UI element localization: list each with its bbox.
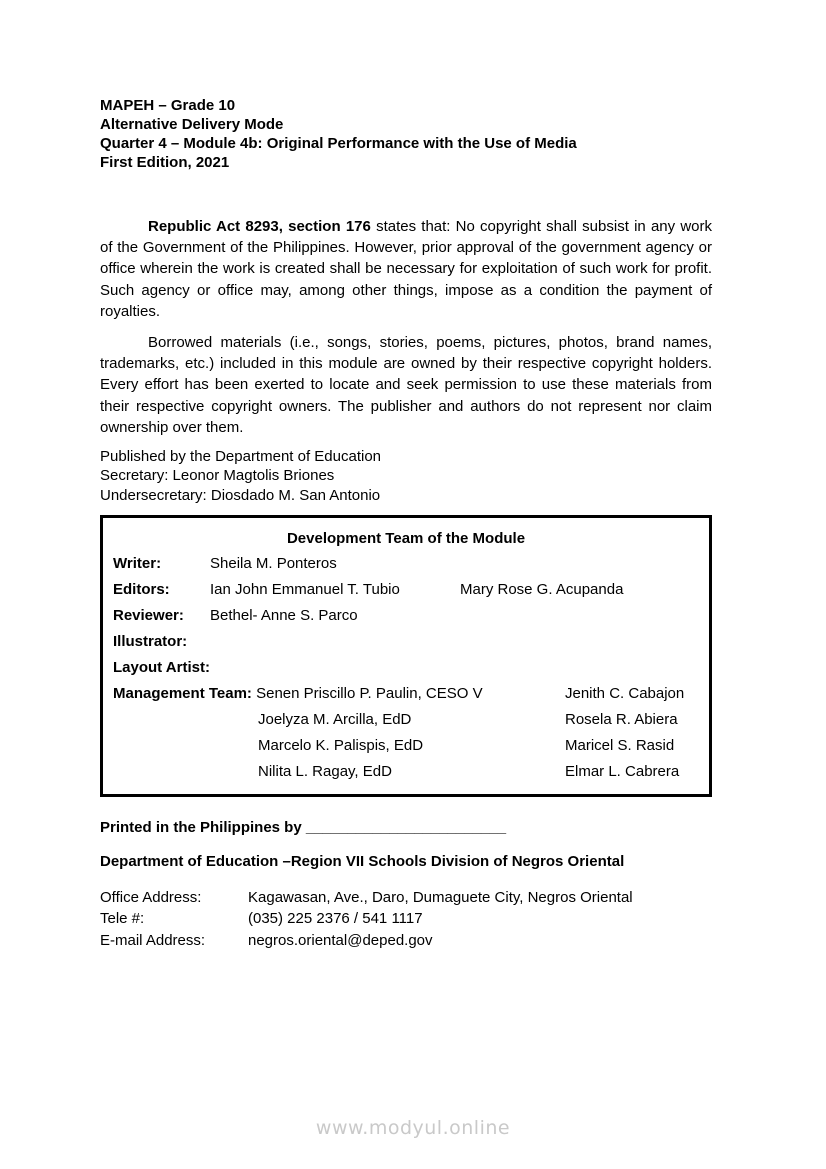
office-address-label: Office Address: — [100, 888, 202, 906]
editors-row — [113, 577, 699, 603]
management-member-left-4: Nilita L. Ragay, EdD — [258, 762, 392, 780]
management-member-right-2: Rosela R. Abiera — [565, 710, 678, 728]
management-team-row-4 — [113, 759, 699, 785]
email-value: negros.oriental@deped.gov — [248, 931, 433, 949]
borrowed-materials-paragraph: Borrowed materials (i.e., songs, stories, poems, pictures, photos, brand names, trademarks, etc.) included in this module are owned by their respective copyright holders. Every effort has been exerted to locate and seek permission to use these materials from their respective copyright owners. The publisher and authors do not represent nor claim ownership over them. — [100, 334, 712, 436]
editor-1-value: Ian John Emmanuel T. Tubio — [210, 580, 400, 598]
layout-artist-row — [113, 655, 699, 681]
development-team-box — [100, 515, 712, 797]
module-delivery-mode-line: Alternative Delivery Mode — [100, 116, 284, 133]
watermark-text: www.modyul.online — [315, 1117, 511, 1139]
republic-act-bold-lead: Republic Act 8293, section 176 — [148, 218, 371, 235]
illustrator-row — [113, 629, 699, 655]
reviewer-label: Reviewer: — [113, 606, 184, 624]
management-member-right-1: Jenith C. Cabajon — [565, 684, 685, 702]
office-address-value: Kagawasan, Ave., Daro, Dumaguete City, Negros Oriental — [248, 888, 633, 906]
page-content — [100, 96, 712, 951]
management-team-row-1 — [113, 681, 699, 707]
publisher-block — [100, 447, 712, 505]
development-team-title: Development Team of the Module — [286, 529, 526, 547]
writer-row — [113, 551, 699, 577]
office-address-row — [100, 887, 712, 909]
printed-blank-line: ________________________ — [305, 818, 507, 836]
email-row — [100, 930, 712, 952]
contact-block — [100, 887, 712, 952]
reviewer-row — [113, 603, 699, 629]
editors-label: Editors: — [113, 580, 170, 598]
telephone-label: Tele #: — [100, 910, 145, 928]
management-team-label: Management Team: — [113, 684, 252, 702]
management-member-right-4: Elmar L. Cabrera — [565, 762, 680, 780]
management-member-left-3: Marcelo K. Palispis, EdD — [258, 736, 424, 754]
copyright-paragraph-body: states that: No copyright shall subsist in any work of the Government of the Philippines. However, prior approval of the government agency or office wherein the work is created shall be necessary for exploitation of such work for profit. Such agency or office may, among other things, impose as a condition the payment of royalties. — [100, 218, 713, 320]
telephone-row — [100, 908, 712, 930]
management-member-left-2: Joelyza M. Arcilla, EdD — [258, 710, 412, 728]
writer-value: Sheila M. Ponteros — [210, 554, 337, 572]
editor-2-value: Mary Rose G. Acupanda — [460, 580, 624, 598]
module-header — [100, 96, 712, 172]
telephone-value: (035) 225 2376 / 541 1117 — [248, 910, 423, 928]
secretary-line: Secretary: Leonor Magtolis Briones — [100, 467, 335, 485]
module-edition-line: First Edition, 2021 — [100, 154, 230, 171]
module-title-line: MAPEH – Grade 10 — [100, 97, 236, 114]
management-team-row-3 — [113, 733, 699, 759]
management-team-row-2 — [113, 707, 699, 733]
management-member-right-3: Maricel S. Rasid — [565, 736, 675, 754]
management-team-left-1 — [113, 681, 565, 707]
reviewer-value: Bethel- Anne S. Parco — [210, 606, 358, 624]
schools-division-line: Department of Education –Region VII Schools Division of Negros Oriental — [100, 852, 625, 870]
writer-label: Writer: — [113, 554, 162, 572]
published-by-line: Published by the Department of Education — [100, 448, 382, 466]
copyright-paragraph — [100, 216, 712, 322]
management-member-left-1: Senen Priscillo P. Paulin, CESO V — [256, 684, 483, 702]
module-quarter-line: Quarter 4 – Module 4b: Original Performance with the Use of Media — [100, 135, 577, 152]
printed-in-philippines-line — [100, 818, 712, 837]
illustrator-label: Illustrator: — [113, 632, 188, 650]
undersecretary-line: Undersecretary: Diosdado M. San Antonio — [100, 486, 381, 504]
email-label: E-mail Address: — [100, 931, 206, 949]
layout-artist-label: Layout Artist: — [113, 658, 210, 676]
printed-label: Printed in the Philippines by — [100, 818, 306, 836]
